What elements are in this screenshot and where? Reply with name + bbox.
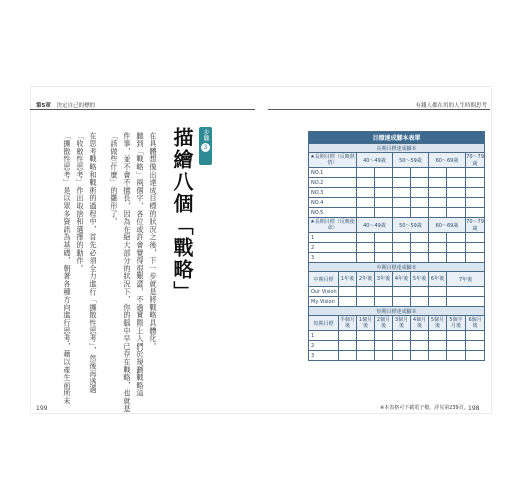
table-row [309, 168, 485, 178]
header-cell: ★長期目標（反映熱情） [310, 154, 355, 166]
row-label: 2 [309, 341, 339, 351]
section-short-term-title: 短期目標達成腳本 [309, 307, 485, 316]
header-cell: 60〜69歲 [429, 153, 466, 168]
table-row [309, 243, 485, 253]
row-label: 2 [309, 243, 357, 253]
header-cell: 2年後 [357, 272, 375, 287]
body-column-5: 在思考戰略和戰術的過程中，首先必須全力進行「擴散性思考」，然後再透過 [89, 132, 98, 394]
body-column-3: 件事，並不會不擅長，因為在絕大部分的狀況下，你的腦中早已存在戰略，也就是 [123, 132, 132, 413]
table-header-row [309, 218, 485, 233]
header-cell: 3個月後 [393, 316, 411, 331]
body-column-7: 「擴散性思考」是以眾多資訊為基礎，朝著各種方向進行思考，藉以產生前所未 [63, 132, 72, 405]
header-cell: 60〜69歲 [429, 218, 466, 233]
row-label: NO.5 [309, 208, 357, 218]
section-heading: 描繪八個「戰略」 [170, 127, 194, 303]
table-header-row [309, 272, 485, 287]
row-label: 1 [309, 331, 339, 341]
header-cell: 50〜59歲 [393, 218, 429, 233]
header-cell: 5個半月後 [447, 316, 466, 331]
step-number: 3 [201, 143, 210, 152]
body-column-1: 在具體想像出達成目標的狀況之後，下一步就是將戰略具體化。 [149, 132, 158, 351]
step-label: 步驟 [202, 129, 209, 141]
table-row [309, 287, 485, 297]
table-row [309, 297, 485, 307]
header-cell: 短期目標 [309, 316, 339, 331]
left-header-rule [30, 109, 255, 110]
header-cell: 1年後 [339, 272, 357, 287]
header-cell: ★長期目標（反映使命） [310, 219, 355, 231]
book-title: 有錢人都在用的人生時間思考 [415, 103, 487, 109]
header-cell: 6年後 [429, 272, 447, 287]
body-column-2: 聽到「戰略」兩個字，各位或許會覺得很艱澀，不過實際上人們於規劃戰略這 [136, 132, 145, 398]
header-cell: 半個月後 [339, 317, 355, 329]
header-cell: 5個月後 [429, 316, 447, 331]
row-label: 1 [309, 233, 357, 243]
row-label: NO.1 [309, 168, 357, 178]
row-label: NO.3 [309, 188, 357, 198]
table-row [309, 341, 485, 351]
right-header-rule [268, 109, 490, 110]
header-cell: 70〜79歲 [466, 154, 484, 167]
row-label: My Vision [309, 297, 339, 307]
goal-script-table [308, 131, 485, 361]
table-row [309, 331, 485, 341]
header-cell: 40〜49歲 [357, 153, 393, 168]
header-cell: 3年後 [375, 272, 393, 287]
table-row [309, 188, 485, 198]
step-badge [199, 127, 212, 165]
row-label: Our Vision [309, 287, 339, 297]
table-row [309, 233, 485, 243]
header-cell: 2個月後 [375, 316, 393, 331]
row-label: 3 [309, 253, 357, 263]
header-cell: 40〜49歲 [357, 218, 393, 233]
section-long-term-title: 長期目標達成腳本 [309, 144, 485, 153]
header-cell: 5年後 [411, 272, 429, 287]
right-running-header [415, 101, 487, 109]
table-row [309, 351, 485, 361]
header-cell: 中期目標 [309, 272, 339, 287]
section-mid-term-title: 中期目標達成腳本 [309, 263, 485, 272]
chapter-title: 決定自己的標的 [56, 103, 96, 109]
table-title: 目標達成腳本表單 [309, 132, 485, 144]
header-cell: 6個月後 [466, 316, 485, 331]
header-cell: 50〜59歲 [393, 153, 429, 168]
header-cell: 70〜79歲 [466, 219, 484, 232]
row-label: NO.4 [309, 198, 357, 208]
header-cell: 4個月後 [411, 316, 429, 331]
header-cell: 7年後 [447, 272, 485, 287]
row-label: NO.2 [309, 178, 357, 188]
left-running-header [36, 101, 95, 109]
table-row [309, 198, 485, 208]
download-note: ※本表格可下載電子檔，詳見第239頁。 [380, 405, 469, 411]
body-column-6: 「收斂性思考」作出取捨和選擇的動作。 [76, 132, 85, 273]
table-row [309, 178, 485, 188]
chapter-label: 第5章 [36, 103, 51, 109]
header-cell: 1個月後 [357, 316, 375, 331]
header-cell: 4年後 [393, 272, 411, 287]
body-column-4: 「該做些什麼」的雛形了。 [110, 132, 119, 226]
table-row [309, 253, 485, 263]
table-row [309, 208, 485, 218]
right-page-number: 198 [468, 405, 480, 412]
table-header-row [309, 153, 485, 168]
left-page-number: 199 [36, 405, 48, 412]
row-label: 3 [309, 351, 339, 361]
table-header-row [309, 316, 485, 331]
